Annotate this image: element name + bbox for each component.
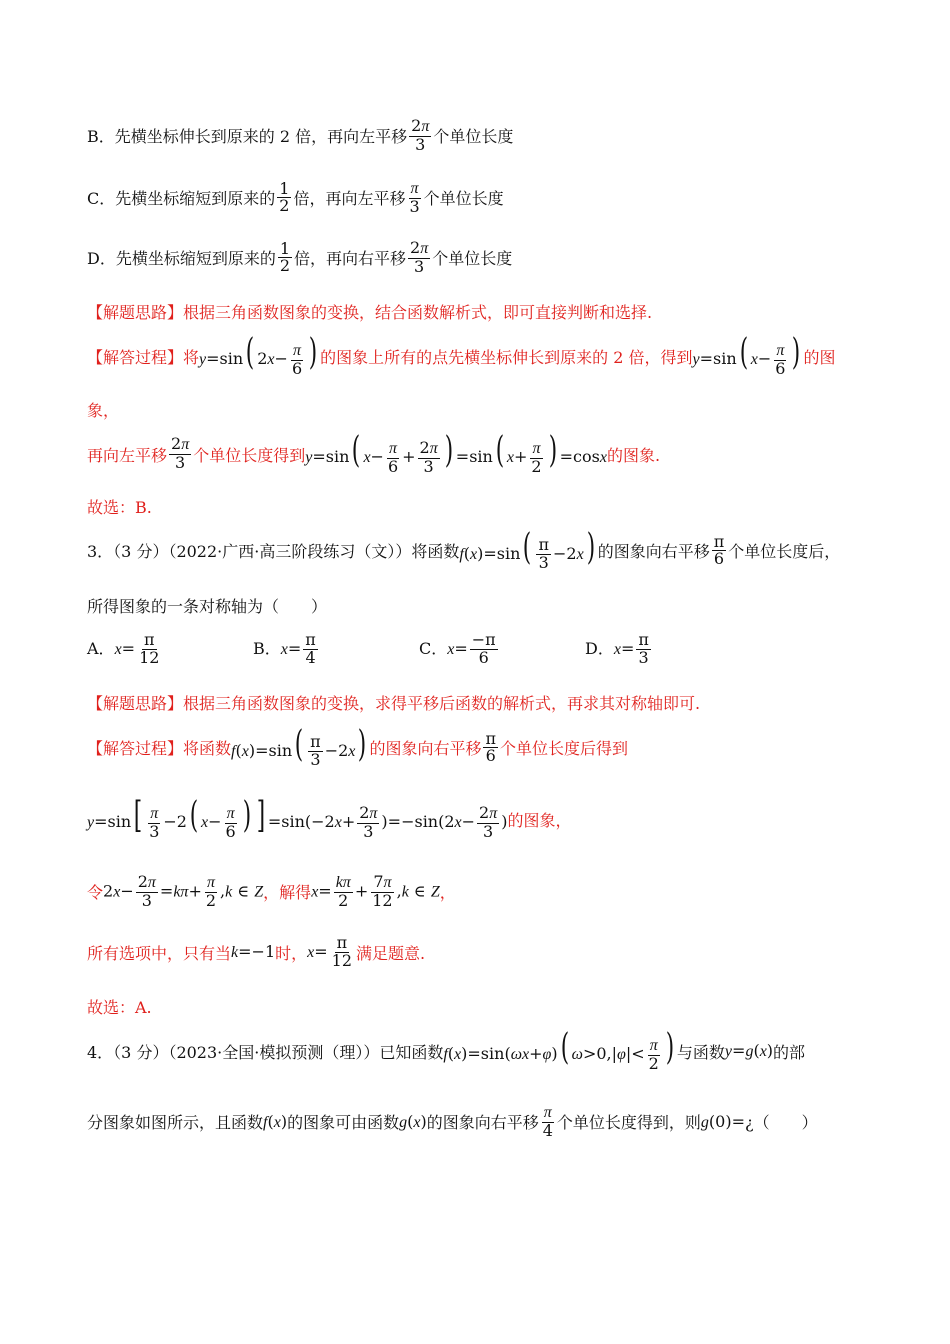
formula: 2x− $\frac{2\pi}{3}$ =kπ+ $\frac{\pi}{2}$ ,k ∈ Z: [103, 872, 264, 910]
q3-selection: 所有选项中，只有当 k=−1 时， x= $\frac{\pi}{12}$ 满足题意.: [87, 933, 426, 970]
option-b: B．先横坐标伸长到原来的 2 倍，再向左平移 $\frac{2\pi}{3}$ 个单位长度: [87, 116, 514, 154]
fraction: $\frac{\pi}{4}$: [542, 1104, 553, 1140]
fraction: $\frac{2\pi}{3}$: [411, 116, 430, 154]
option-d: D．先横坐标缩短到原来的 $\frac{1}{2}$ 倍，再向右平移 $\frac{2\pi}{3}$ 个单位长度: [87, 238, 513, 276]
formula: f(x): [263, 1111, 288, 1131]
fraction: $\frac{1}{2}$: [279, 178, 290, 216]
q3-option-b: B．x= $\frac{\pi}{4}$: [253, 630, 316, 667]
q3-stem-line2: 所得图象的一条对称轴为（ ）: [87, 597, 328, 616]
q3-derivation: y=sin[ $\frac{\pi}{3}$ −2( x− $\frac{\pi}{6}$ ) ] =sin(−2x+ $\frac{2\pi}{3}$ )=−sin(2x− $\frac{2\pi}{3}$ ) 的图象，: [87, 795, 572, 841]
q2-answer: 故选：B.: [87, 498, 152, 517]
q3-axis-equation: 令 2x− $\frac{2\pi}{3}$ =kπ+ $\frac{\pi}{2}$ ,k ∈ Z ，解得 x= $\frac{k\pi}{2}$ + $\frac{7\pi}{12}$ ,k ∈ Z ，: [87, 872, 456, 910]
q4-stem-line2: 分图象如图所示，且函数 f(x) 的图象可由函数 g(x) 的图象向右平移 $\frac{\pi}{4}$ 个单位长度得到，则 g(0)= ¿（ ）: [87, 1104, 818, 1140]
formula: g(x): [399, 1111, 427, 1131]
fraction: $\frac{2\pi}{3}$: [171, 434, 190, 473]
fraction: $\frac{\pi}{6}$: [713, 531, 725, 569]
formula: k=−1: [231, 942, 276, 962]
q3-solution-process: 【解答过程】 将函数 f(x)=sin( $\frac{\pi}{3}$ −2x) 的图象向右平移 $\frac{\pi}{6}$ 个单位长度后得到: [87, 724, 628, 769]
fraction: $\frac{\pi}{6}$: [485, 728, 496, 766]
formula: y=sin[ $\frac{\pi}{3}$ −2( x− $\frac{\pi}{6}$ ) ] =sin(−2x+ $\frac{2\pi}{3}$ )=−sin(2x− $\frac{2\pi}{3}$ ): [87, 795, 508, 841]
q4-stem: 4．（3 分）（2023·全国·模拟预测（理））已知函数 f(x)=sin(ωx+φ)( ω>0,|φ|< $\frac{\pi}{2}$ ) 与函数 y=g(x) 的部: [87, 1027, 806, 1073]
fraction: $\frac{1}{2}$: [279, 238, 291, 276]
formula: f(x)=sin(ωx+φ)( ω>0,|φ|< $\frac{\pi}{2}$ ): [443, 1027, 675, 1073]
q2-solution-process: 【解答过程】 将 y=sin( 2x− $\frac{\pi}{6}$ ) 的图象上所有的点先横坐标伸长到原来的 2 倍，得到 y=sin( x− $\frac{\pi}{6}$ ) 的图: [87, 332, 836, 378]
q3-option-c: C．x= $\frac{-\pi}{6}$: [419, 630, 496, 667]
q2-process-wrap: 象，: [87, 401, 120, 420]
q2-step2: 再向左平移 $\frac{2\pi}{3}$ 个单位长度得到 y=sin( x− $\frac{\pi}{6}$ + $\frac{2\pi}{3}$ ) =sin( x+ $\frac{\pi}{2}$ ) =cosx 的图象.: [87, 430, 661, 476]
formula: y=g(x): [724, 1041, 774, 1061]
q3-stem: 3．（3 分）（2022·广西·高三阶段练习（文））将函数 f(x)=sin( $\frac{\pi}{3}$ −2x) 的图象向右平移 $\frac{\pi}{6}$ 个单位长度后，: [87, 527, 841, 572]
q3-solution-idea: 【解题思路】 根据三角函数图象的变换，求得平移后函数的解析式，再求其对称轴即可.: [87, 694, 701, 713]
option-c: C．先横坐标缩短到原来的 $\frac{1}{2}$ 倍，再向左平移 $\frac{\pi}{3}$ 个单位长度: [87, 178, 504, 216]
formula: y=sin( 2x− $\frac{\pi}{6}$ ): [199, 332, 318, 378]
formula: x= $\frac{\pi}{12}$: [307, 933, 353, 970]
q3-option-d: D．x= $\frac{\pi}{3}$: [585, 630, 649, 667]
formula: y=sin( x− $\frac{\pi}{6}$ + $\frac{2\pi}{3}$ ) =sin( x+ $\frac{\pi}{2}$ ) =cosx: [305, 430, 607, 476]
q3-options: [87, 632, 653, 667]
q3-answer: 故选：A.: [87, 998, 152, 1017]
fraction: $\frac{2\pi}{3}$: [410, 238, 429, 276]
fraction: $\frac{\pi}{3}$: [409, 180, 420, 216]
q2-solution-idea: 【解题思路】 根据三角函数图象的变换，结合函数解析式，即可直接判断和选择.: [87, 303, 653, 322]
formula: f(x)=sin( $\frac{\pi}{3}$ −2x): [231, 724, 367, 769]
formula: x= $\frac{k\pi}{2}$ + $\frac{7\pi}{12}$ ,k ∈ Z: [311, 872, 440, 910]
formula: g(0)=: [700, 1111, 745, 1131]
formula: y=sin( x− $\frac{\pi}{6}$ ): [692, 332, 801, 378]
formula: f(x)=sin( $\frac{\pi}{3}$ −2x): [459, 527, 595, 572]
q3-option-a: A．x= $\frac{\pi}{12}$: [87, 630, 160, 667]
